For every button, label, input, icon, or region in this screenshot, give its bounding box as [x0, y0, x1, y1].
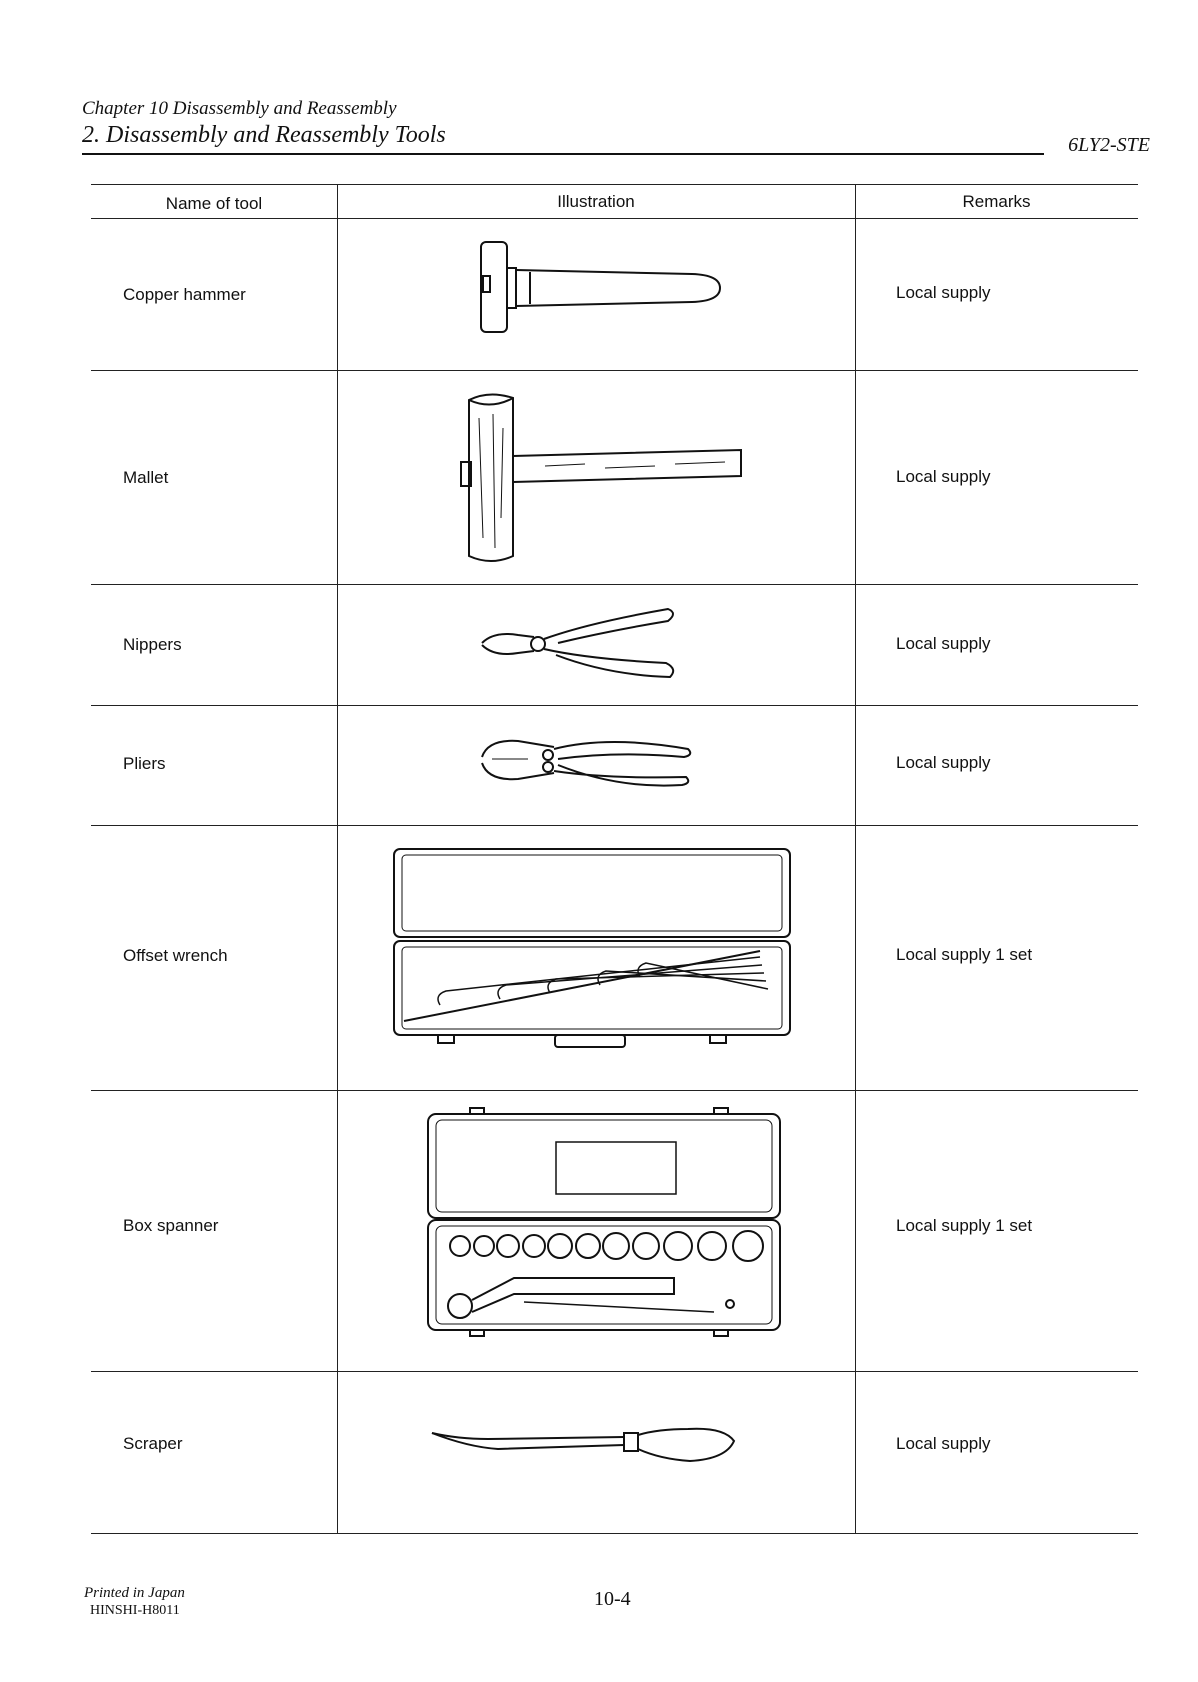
column-divider [855, 184, 856, 1533]
model-label: 6LY2-STE [1068, 134, 1150, 156]
document-code: HINSHI-H8011 [90, 1603, 180, 1618]
tool-name-copper-hammer: Copper hammer [123, 285, 246, 304]
row-divider [91, 1371, 1138, 1372]
tool-name-box-spanner: Box spanner [123, 1216, 219, 1235]
column-divider [337, 184, 338, 1533]
row-divider [91, 584, 1138, 585]
mallet-icon [455, 388, 755, 568]
row-divider [91, 370, 1138, 371]
remark-nippers: Local supply [896, 634, 991, 653]
remark-box-spanner: Local supply 1 set [896, 1216, 1033, 1235]
tool-name-mallet: Mallet [123, 468, 169, 487]
header-rule [82, 153, 1044, 155]
copper-hammer-icon [470, 238, 730, 338]
scraper-icon [428, 1417, 748, 1469]
pliers-icon [478, 727, 698, 797]
column-header-name: Name of tool [165, 194, 263, 213]
chapter-title: Chapter 10 Disassembly and Reassembly [82, 98, 397, 119]
offset-wrench-set-icon [390, 845, 800, 1055]
column-header-illustration: Illustration [557, 192, 635, 211]
section-title: 2. Disassembly and Reassembly Tools [82, 122, 446, 148]
printed-in-label: Printed in Japan [84, 1585, 185, 1601]
tool-name-scraper: Scraper [123, 1434, 183, 1453]
row-divider [91, 1090, 1138, 1091]
column-header-remarks: Remarks [962, 192, 1031, 211]
row-divider [91, 705, 1138, 706]
tool-name-offset-wrench: Offset wrench [123, 946, 228, 965]
box-spanner-set-icon [424, 1106, 784, 1340]
row-divider [91, 825, 1138, 826]
remark-pliers: Local supply [896, 753, 991, 772]
page-number: 10-4 [594, 1588, 631, 1610]
remark-copper-hammer: Local supply [896, 283, 991, 302]
table-bottom-rule [91, 1533, 1138, 1534]
remark-offset-wrench: Local supply 1 set [896, 945, 1033, 964]
tool-name-pliers: Pliers [123, 754, 166, 773]
remark-scraper: Local supply [896, 1434, 991, 1453]
table-header-rule [91, 218, 1138, 219]
remark-mallet: Local supply [896, 467, 991, 486]
table-top-rule [91, 184, 1138, 185]
tool-name-nippers: Nippers [123, 635, 182, 654]
nippers-icon [478, 603, 688, 685]
